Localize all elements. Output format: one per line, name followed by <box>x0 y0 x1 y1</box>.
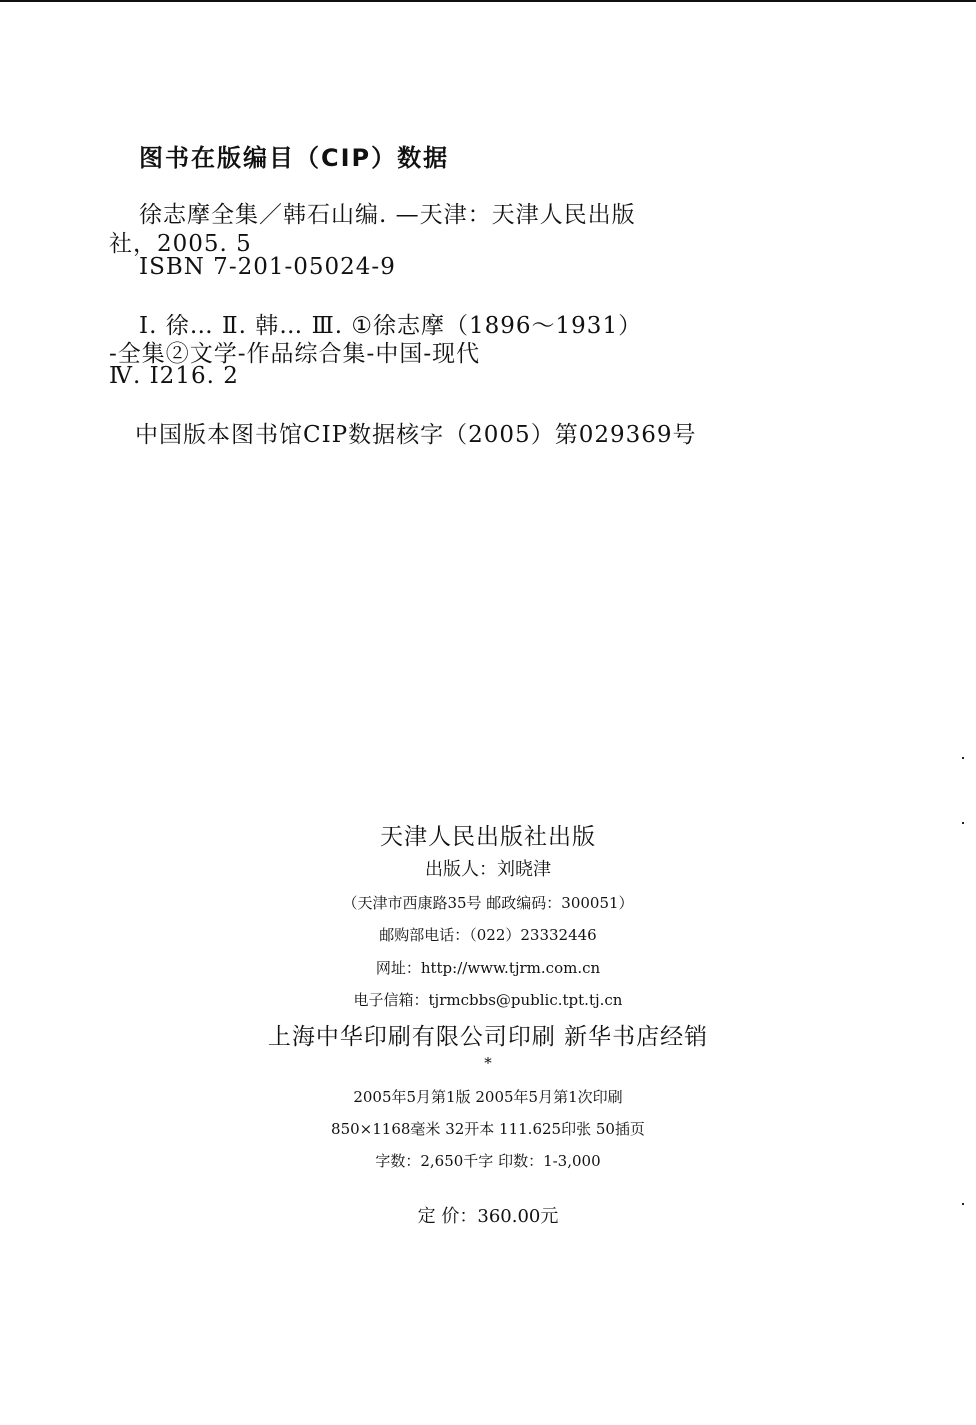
word-count-info: 字数：2,650千字 印数：1-3,000 <box>375 1152 601 1170</box>
imprint-separator: * <box>484 1054 492 1072</box>
publisher-address: （天津市西康路35号 邮政编码：300051） <box>342 894 634 912</box>
cip-classification-line-2: -全集②文学-作品综合集-中国-现代 <box>109 341 481 367</box>
scan-speck <box>962 757 964 759</box>
imprint-block <box>0 800 976 1260</box>
cip-heading: 图书在版编目（CIP）数据 <box>139 144 450 172</box>
cip-title-line-2: 社，2005. 5 <box>109 231 252 257</box>
cip-approval-number: 中国版本图书馆CIP数据核字（2005）第029369号 <box>135 422 697 448</box>
cip-classification-line-3: Ⅳ. I216. 2 <box>109 363 239 389</box>
website-address: 网址：http://www.tjrm.com.cn <box>375 959 601 977</box>
edition-info: 2005年5月第1版 2005年5月第1次印刷 <box>353 1088 623 1106</box>
email-address: 电子信箱：tjrmcbbs@public.tpt.tj.cn <box>353 991 623 1009</box>
price-line: 定 价：360.00元 <box>417 1206 559 1227</box>
cip-isbn: ISBN 7-201-05024-9 <box>139 254 396 280</box>
scan-speck <box>962 1203 964 1205</box>
mail-order-phone: 邮购部电话：（022）23332446 <box>379 926 597 944</box>
publisher-line: 天津人民出版社出版 <box>380 824 596 850</box>
format-info: 850×1168毫米 32开本 111.625印张 50插页 <box>331 1120 645 1138</box>
cip-classification-line-1: Ⅰ. 徐… Ⅱ. 韩… Ⅲ. ①徐志摩（1896～1931） <box>139 313 643 339</box>
scan-speck <box>962 822 964 824</box>
cip-title-line-1: 徐志摩全集／韩石山编. —天津：天津人民出版 <box>139 202 636 228</box>
printer-distributor: 上海中华印刷有限公司印刷 新华书店经销 <box>267 1024 709 1050</box>
publisher-person: 出版人：刘晓津 <box>425 859 551 880</box>
cip-data-block <box>0 0 976 480</box>
